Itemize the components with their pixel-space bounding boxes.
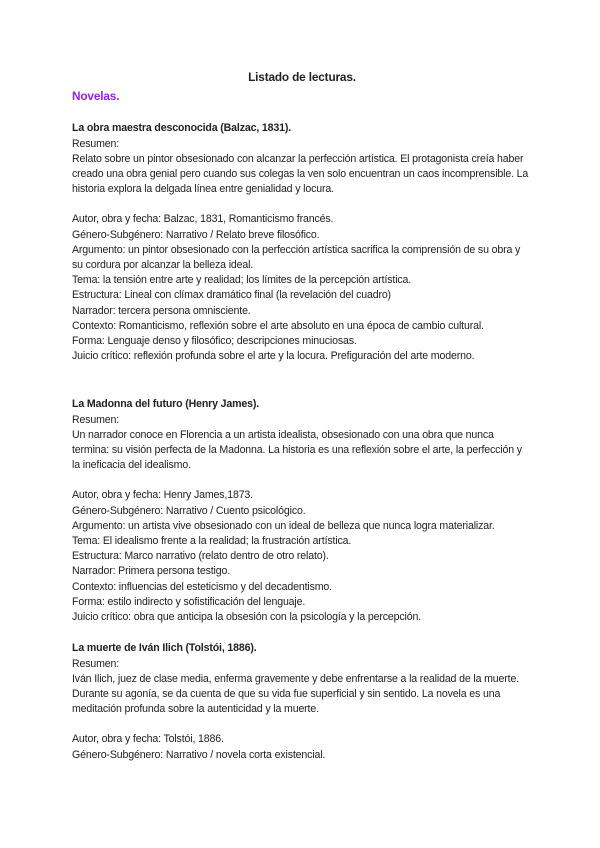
field-author: Autor, obra y fecha: Tolstói, 1886. bbox=[72, 733, 224, 746]
book-title: La muerte de Iván Ilich (Tolstói, 1886). bbox=[72, 642, 257, 655]
field-author: Autor, obra y fecha: Balzac, 1831, Romanticismo francés. bbox=[72, 213, 334, 226]
section-heading-novelas: Novelas. bbox=[72, 89, 120, 104]
field-critique: Juicio crítico: obra que anticipa la obsesión con la psicología y la percepción. bbox=[72, 611, 421, 624]
reading-entry bbox=[72, 121, 532, 364]
field-form: Forma: Lenguaje denso y filosófico; descripciones minuciosas. bbox=[72, 335, 357, 348]
field-genre: Género-Subgénero: Narrativo / Relato breve filosófico. bbox=[72, 228, 320, 241]
field-genre: Género-Subgénero: Narrativo / Cuento psicológico. bbox=[72, 504, 306, 517]
document-page bbox=[72, 70, 532, 763]
field-context: Contexto: Romanticismo, reflexión sobre el arte absoluto en una época de cambio cultural. bbox=[72, 319, 484, 332]
book-title: La obra maestra desconocida (Balzac, 1831). bbox=[72, 122, 292, 135]
summary-label: Resumen: bbox=[72, 137, 120, 150]
field-structure: Estructura: Lineal con clímax dramático final (la revelación del cuadro) bbox=[72, 289, 391, 302]
reading-entry bbox=[72, 641, 532, 762]
reading-entry bbox=[72, 397, 532, 625]
summary-label: Resumen: bbox=[72, 413, 120, 426]
summary-text: Relato sobre un pintor obsesionado con alcanzar la perfección artística. El protagonista creía haber creado una obra genial pero cuando sus colegas la ven solo encuentran un caos incomprensible. La historia explora la delgada línea entre genialidad y locura. bbox=[72, 152, 529, 196]
field-plot: Argumento: un pintor obsesionado con la perfección artística sacrifica la comprensión de su obra y su cordura por alcanzar la belleza ideal. bbox=[72, 243, 521, 272]
field-context: Contexto: influencias del esteticismo y del decadentismo. bbox=[72, 580, 332, 593]
book-title: La Madonna del futuro (Henry James). bbox=[72, 398, 260, 411]
field-narrator: Narrador: tercera persona omnisciente. bbox=[72, 304, 251, 317]
field-genre: Género-Subgénero: Narrativo / novela corta existencial. bbox=[72, 748, 326, 761]
field-critique: Juicio crítico: reflexión profunda sobre el arte y la locura. Prefiguración del arte moderno. bbox=[72, 350, 475, 363]
field-form: Forma: estilo indirecto y sofistificación del lenguaje. bbox=[72, 595, 306, 608]
field-theme: Tema: El idealismo frente a la realidad; la frustración artística. bbox=[72, 535, 352, 548]
field-author: Autor, obra y fecha: Henry James,1873. bbox=[72, 489, 253, 502]
summary-text: Un narrador conoce en Florencia a un artista idealista, obsesionado con una obra que nunca termina: su visión perfecta de la Madonna. La historia es una reflexión sobre el arte, la perfección y la ineficacia del idealismo. bbox=[72, 428, 522, 472]
field-theme: Tema: la tensión entre arte y realidad; los límites de la percepción artística. bbox=[72, 274, 412, 287]
document-title: Listado de lecturas. bbox=[248, 70, 356, 84]
field-narrator: Narrador: Primera persona testigo. bbox=[72, 565, 230, 578]
summary-label: Resumen: bbox=[72, 657, 120, 670]
spacer bbox=[72, 364, 532, 397]
field-plot: Argumento: un artista vive obsesionado con un ideal de belleza que nunca logra materializar. bbox=[72, 519, 495, 532]
field-structure: Estructura: Marco narrativo (relato dentro de otro relato). bbox=[72, 550, 329, 563]
summary-text: Iván Ilich, juez de clase media, enferma gravemente y debe enfrentarse a la realidad de la muerte. Durante su agonía, se da cuenta de que su vida fue superficial y sin sentido. La novela es una meditación profunda sobre la autenticidad y la muerte. bbox=[72, 672, 519, 716]
spacer bbox=[72, 625, 532, 641]
